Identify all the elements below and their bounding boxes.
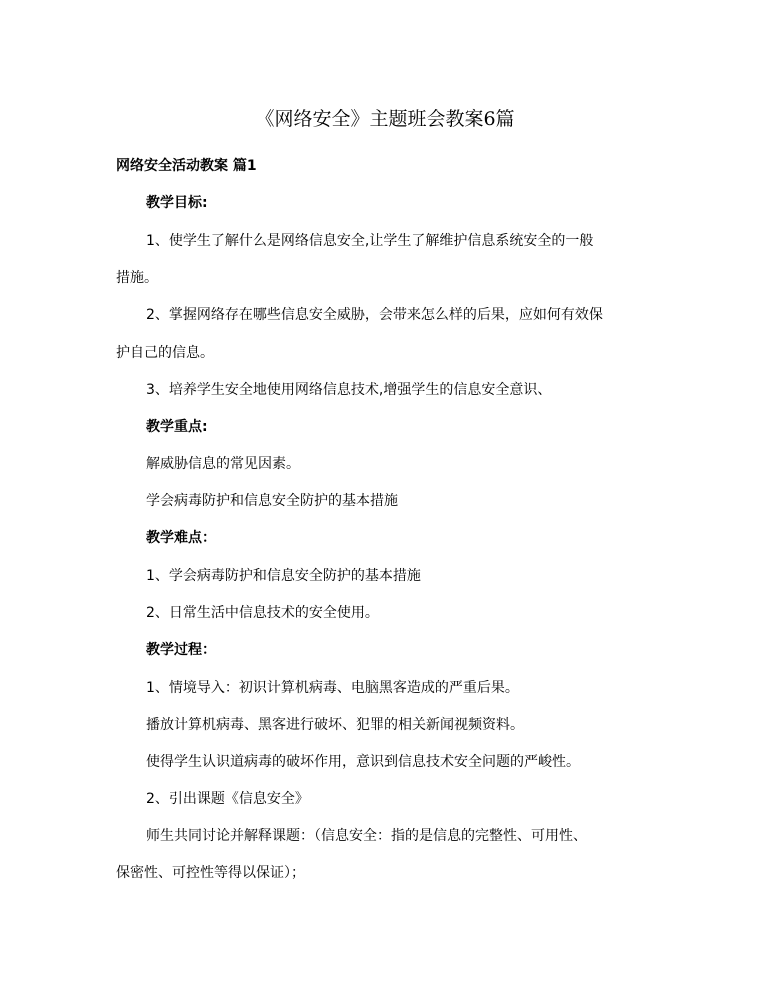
paragraph-line: 1、使学生了解什么是网络信息安全,让学生了解维护信息系统安全的一般 <box>146 233 594 249</box>
document-title: 《网络安全》主题班会教案6篇 <box>255 108 515 130</box>
paragraph-line: 师生共同讨论并解释课题：（信息安全：指的是信息的完整性、可用性、 <box>146 828 587 844</box>
paragraph-line: 解威胁信息的常见因素。 <box>146 456 300 472</box>
heading-key-points: 教学重点: <box>146 419 208 435</box>
paragraph-line: 2、引出课题《信息安全》 <box>146 791 309 807</box>
paragraph-line: 学会病毒防护和信息安全防护的基本措施 <box>146 493 398 509</box>
paragraph-line: 2、日常生活中信息技术的安全使用。 <box>146 605 379 621</box>
paragraph-line: 保密性、可控性等得以保证）； <box>116 865 305 881</box>
paragraph-line: 措施。 <box>116 270 158 286</box>
heading-teaching-process: 教学过程： <box>146 642 216 658</box>
paragraph-line: 使得学生认识道病毒的破坏作用，意识到信息技术安全问题的严峻性。 <box>146 754 580 770</box>
section-heading: 网络安全活动教案 篇1 <box>116 158 257 174</box>
paragraph-line: 1、情境导入：初识计算机病毒、电脑黑客造成的严重后果。 <box>146 680 519 696</box>
heading-difficulties: 教学难点： <box>146 530 216 546</box>
paragraph-line: 播放计算机病毒、黑客进行破坏、犯罪的相关新闻视频资料。 <box>146 717 524 733</box>
paragraph-line: 3、培养学生安全地使用网络信息技术,增强学生的信息安全意识、 <box>146 382 552 398</box>
paragraph-line: 1、学会病毒防护和信息安全防护的基本措施 <box>146 568 421 584</box>
paragraph-line: 护自己的信息。 <box>116 345 214 361</box>
paragraph-line: 2、掌握网络存在哪些信息安全威胁，会带来怎么样的后果，应如何有效保 <box>146 307 603 323</box>
heading-teaching-goals: 教学目标: <box>146 195 208 211</box>
